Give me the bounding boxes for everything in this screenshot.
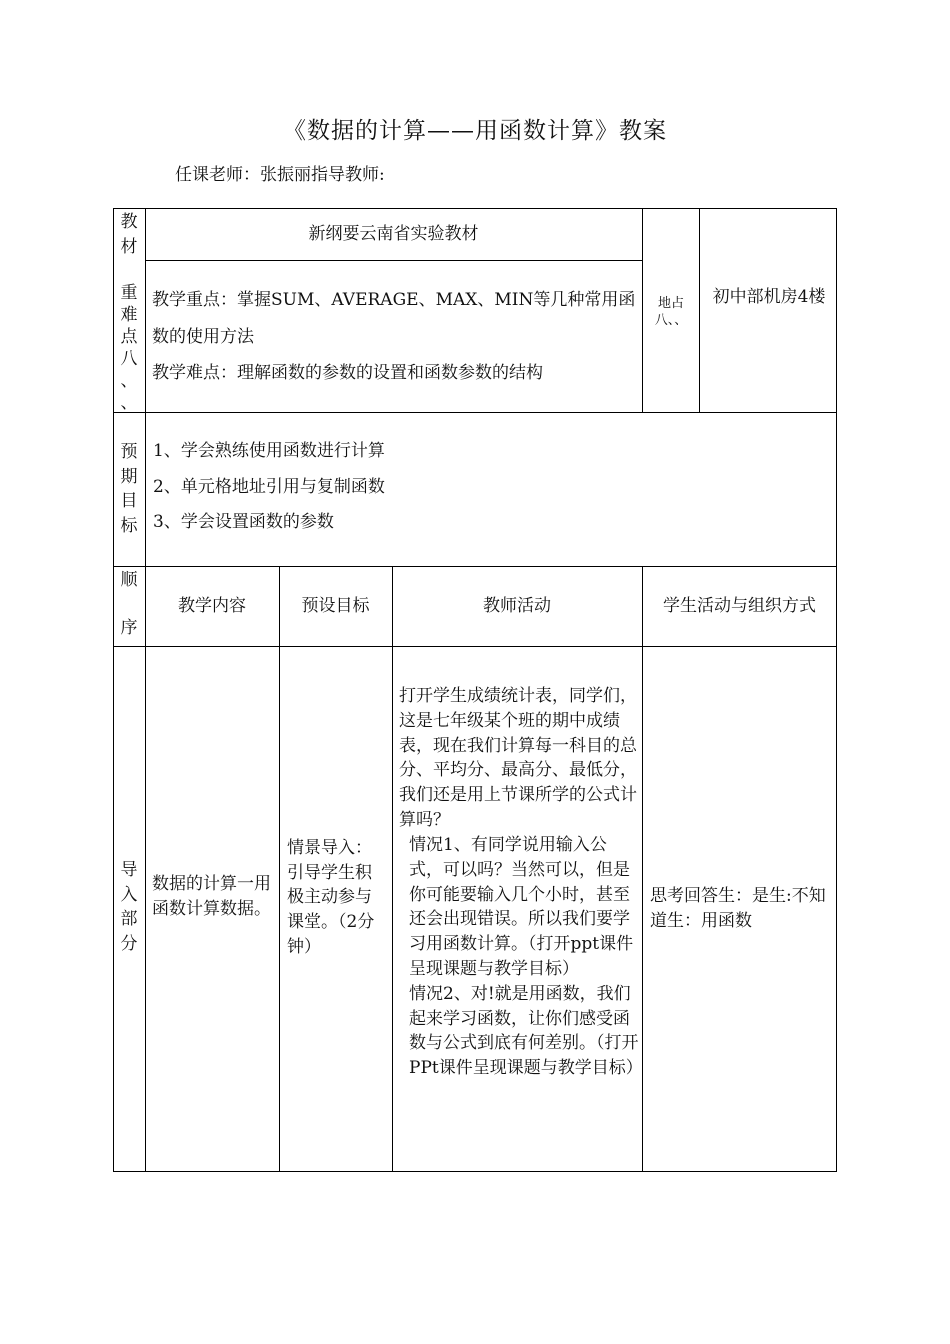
header-target: 预设目标 <box>301 595 370 616</box>
goal-item: 3、学会设置函数的参数 <box>153 512 334 533</box>
document-title: 《数据的计算——用函数计算》教案 <box>283 118 667 144</box>
teachers-line: 任课老师：张振丽指导教师: <box>175 165 385 185</box>
material-label: 教 材 <box>120 212 138 257</box>
key-points-text <box>152 282 640 392</box>
location-label: 地占八、、 <box>654 296 688 328</box>
goal-item: 2、单元格地址引用与复制函数 <box>153 476 385 497</box>
goals-label: 预 期 目 标 <box>120 442 138 536</box>
intro-label: 导 入 部 分 <box>120 860 138 954</box>
teaching-focus: 教学重点：掌握SUM、AVERAGE、MAX、MIN等几种常用函数的使用方法 <box>152 290 636 347</box>
material-value: 新纲要云南省实验教材 <box>308 223 479 244</box>
header-teacher: 教师活动 <box>483 595 551 616</box>
location-value: 初中部机房4楼 <box>712 287 826 307</box>
intro-content: 数据的计算一用函数计算数据。 <box>152 874 271 919</box>
teacher-activity-intro: 打开学生成绩统计表，同学们，这是七年级某个班的期中成绩表，现在我们计算每一科目的总分、平均分、最高分、最低分，我们还是用上节课所学的公式计算吗？ <box>399 686 637 831</box>
order-label: 顺 序 <box>120 570 138 638</box>
intro-student: 思考回答生：是生:不知道生：用函数 <box>650 886 826 931</box>
goal-item: 1、学会熟练使用函数进行计算 <box>153 441 385 461</box>
goals-list <box>153 434 823 541</box>
header-student: 学生活动与组织方式 <box>663 595 816 616</box>
key-points-label: 重 难 点 八 、 、 <box>120 283 138 414</box>
teacher-activity-case-1: 情况1、有同学说用输入公式，可以吗？当然可以，但是你可能要输入几个小时，甚至还会出现错误。所以我们要学习用函数计算。（打开ppt课件呈现课题与教学目标） <box>409 834 634 979</box>
intro-teacher <box>399 684 643 1081</box>
teacher-activity-case-2: 情况2、对!就是用函数，我们起来学习函数，让你们感受函数与公式到底有何差别。（打开PPt课件呈现课题与教学目标） <box>409 983 643 1079</box>
header-content: 教学内容 <box>178 595 246 616</box>
intro-target: 情景导入：引导学生积极主动参与课堂。（2分钟） <box>287 838 375 957</box>
teaching-difficulty: 教学难点：理解函数的参数的设置和函数参数的结构 <box>152 363 543 384</box>
